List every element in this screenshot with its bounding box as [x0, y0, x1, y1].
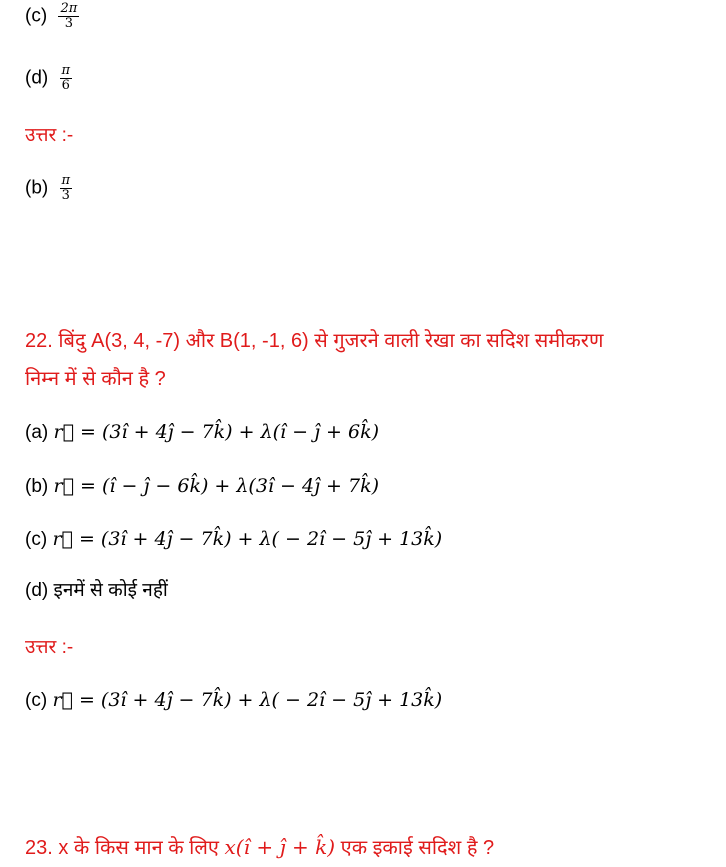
answer-expression: r⃗ = (3î + 4ĵ − 7k̂) + λ( − 2î − 5ĵ + 13k̂) — [52, 689, 443, 711]
answer — [25, 688, 442, 713]
option-label: (d) — [25, 67, 49, 89]
fraction-numerator: π — [61, 173, 71, 188]
option-label: (a) — [25, 422, 49, 443]
fraction-denominator: 6 — [61, 78, 70, 93]
option-label: (c) — [25, 690, 48, 711]
option-text: इनमें से कोई नहीं — [53, 580, 168, 601]
option-b — [25, 474, 379, 499]
fraction — [60, 64, 73, 93]
question-22-line-1: 22. बिंदु A(3, 4, -7) और B(1, -1, 6) से गुजरने वाली रेखा का सदिश समीकरण — [25, 330, 604, 352]
option-expression: r⃗ = (3î + 4ĵ − 7k̂) + λ( − 2î − 5ĵ + 13k̂) — [52, 528, 443, 550]
fraction — [58, 2, 79, 31]
option-expression: r⃗ = (3î + 4ĵ − 7k̂) + λ(î − ĵ + 6k̂) — [53, 421, 380, 443]
fraction-numerator: 2π — [60, 1, 78, 16]
option-label: (b) — [25, 476, 49, 497]
option-c — [25, 527, 442, 552]
question-23-prefix: 23. x के किस मान के लिए — [25, 837, 219, 859]
option-label: (c) — [25, 529, 48, 550]
fraction-numerator: π — [61, 63, 71, 78]
option-label: (d) — [25, 580, 49, 601]
option-d-prev — [25, 64, 72, 93]
option-label: (c) — [25, 5, 48, 27]
question-23-expression: x(î + ĵ + k̂) — [224, 835, 336, 859]
option-d — [25, 579, 168, 603]
fraction-denominator: 3 — [61, 188, 70, 203]
option-a — [25, 420, 379, 445]
fraction — [60, 174, 73, 203]
answer-heading-prev: उत्तर :- — [25, 125, 74, 146]
option-label: (b) — [25, 177, 49, 199]
question-22-line-2: निम्न में से कौन है ? — [25, 368, 166, 390]
fraction-denominator: 3 — [64, 16, 73, 31]
question-23-suffix: एक इकाई सदिश है ? — [340, 837, 495, 859]
question-23 — [25, 828, 494, 867]
option-c-prev — [25, 2, 79, 31]
answer-prev — [25, 174, 72, 203]
answer-heading: उत्तर :- — [25, 637, 74, 658]
option-expression: r⃗ = (î − ĵ − 6k̂) + λ(3î − 4ĵ + 7k̂) — [53, 475, 380, 497]
